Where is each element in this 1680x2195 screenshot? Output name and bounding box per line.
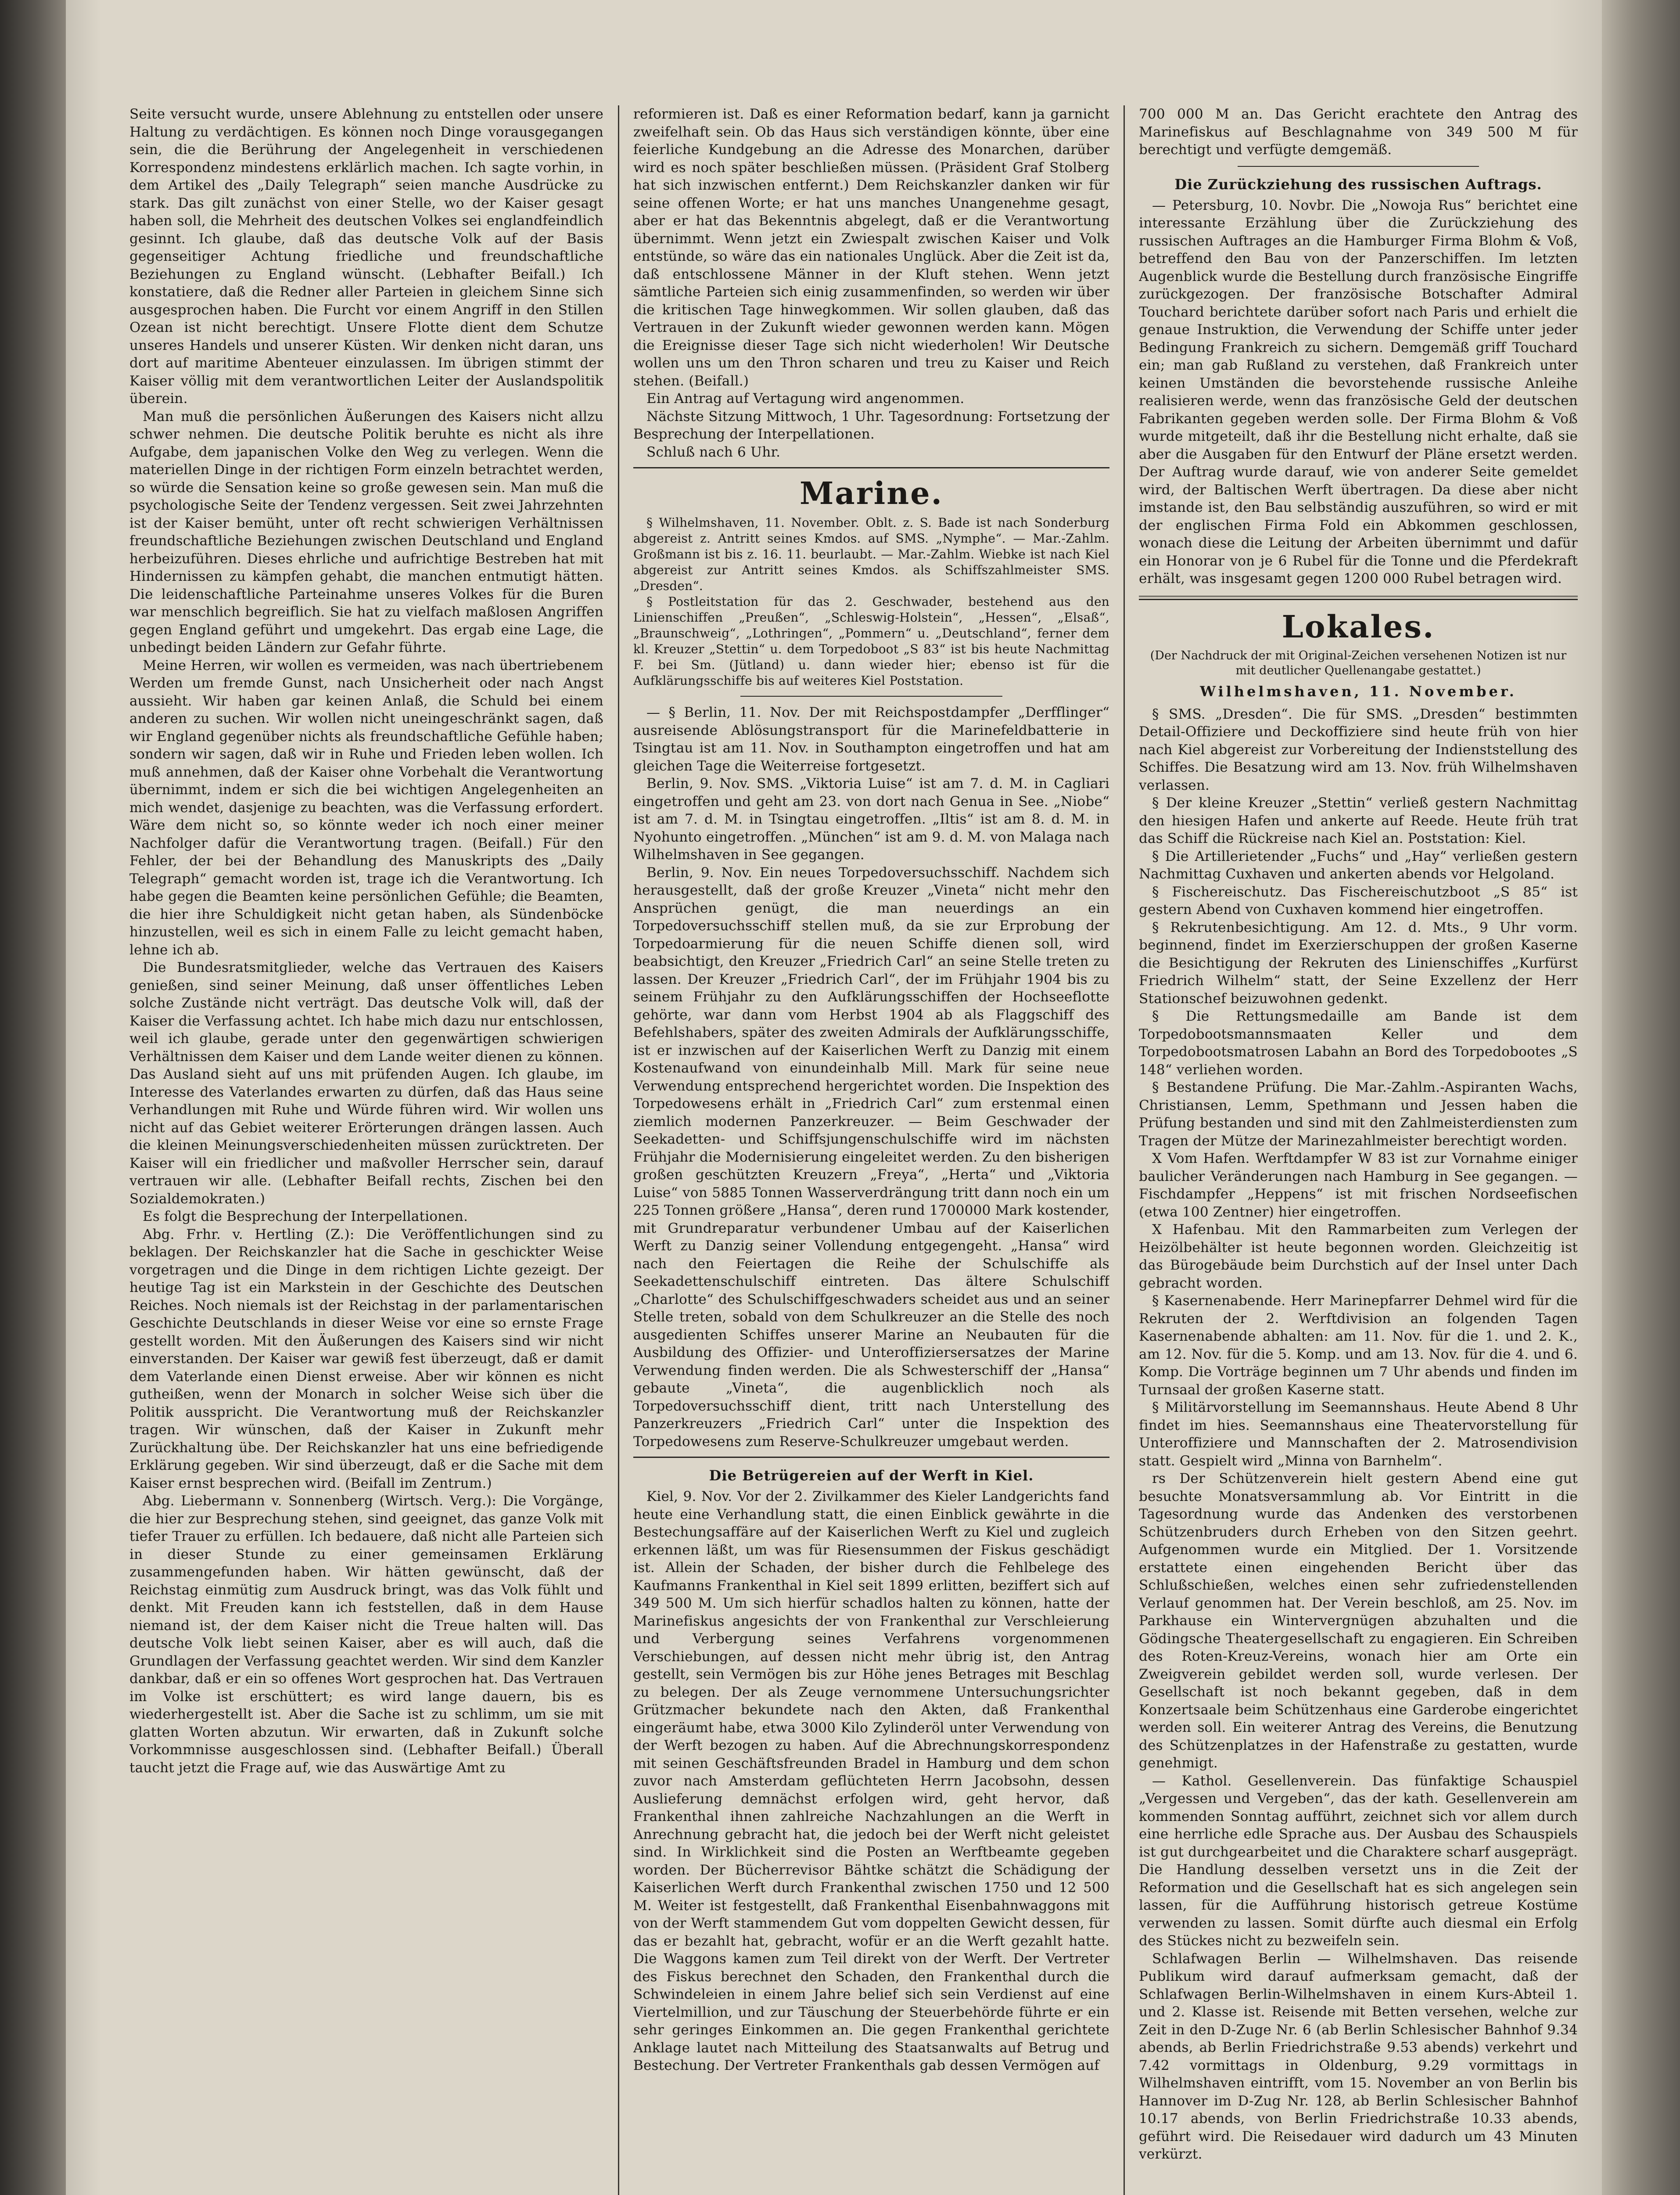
item-divider (740, 696, 1002, 697)
article-headline: Die Betrügereien auf der Werft in Kiel. (709, 1467, 1034, 1484)
news-item: § Bestandene Prüfung. Die Mar.-Zahlm.-Aspiranten Wachs, Christiansen, Lemm, Spethmann und Jessen haben die Prüfung bestanden und sind mit den Zahlmeisterdiensten zum Tragen der Mütze der Marinezahlmeister berechtigt worden. (1139, 1080, 1578, 1149)
article-paragraph: Abg. Frhr. v. Hertling (Z.): Die Veröffentlichungen sind zu beklagen. Der Reichskanzler hat die Sache in geschickter Weise vorgetragen und die Dinge in dem richtigen Lichte gezeigt. Der heutige Tag ist ein Markstein in der Geschichte des Deutschen Reiches. Noch niemals ist der Reichstag in der parlamentarischen Geschichte Deutschlands in dieser Weise vor eine so ernste Frage gestellt worden. Mit den Äußerungen des Kaisers sind wir nicht einverstanden. Der Kaiser war gewiß fest überzeugt, daß er damit dem Vaterlande einen Dienst erweise. Aber wir können es nicht gutheißen, wenn der Monarch in solcher Weise sich über die Politik ausspricht. Die Verantwortung muß der Reichskanzler tragen. Wir wünschen, daß der Kaiser in Zukunft mehr Zurückhaltung übe. Der Reichskanzler hat uns eine befriedigende Erklärung gegeben. Wir sind überzeugt, daß er die Sache mit dem Kaiser ernst besprechen wird. (Beifall im Zentrum.) (129, 1226, 603, 1491)
article-paragraph: — Petersburg, 10. Novbr. Die „Nowoja Rus“ berichtet eine interessante Erzählung über die Zurückziehung des russischen Auftrages an die Hamburger Firma Blohm & Voß, betreffend den Bau von der Panzerschiffen. Im letzten Augenblick wurde die Bestellung durch französische Eingriffe zurückgezogen. Der französische Botschafter Admiral Touchard berichtete darüber sofort nach Paris und erhielt die genaue Instruktion, die Verwendung der Schiffe unter jeder Bedingung Frankreich zu sichern. Demgemäß griff Touchard ein; man gab Rußland zu verstehen, daß Frankreich unter keinen Umständen die bevorstehende russische Anleihe realisieren werde, wenn das französische Geld der deutschen Fabrikanten gegeben werden solle. Der Firma Blohm & Voß wurde mitgeteilt, daß ihr die Bestellung nicht erhalte, daß sie aber die Ausgaben für den Entwurf der Pläne ersetzt werden. Der Auftrag wurde darauf, wie von anderer Seite gemeldet wird, der Baltischen Werft übertragen. Da diese aber nicht imstande ist, den Bau selbständig auszuführen, so wird er mit der englischen Firma Fold ein Abkommen geschlossen, wonach diese die Leitung der Arbeiten übernimmt und dafür ein Honorar von je 6 Rubel für die Tonne und die Pferdekraft erhält, was insgesamt gegen 1200 000 Rubel betragen wird. (1139, 197, 1578, 587)
news-item: § Die Rettungsmedaille am Bande ist dem Torpedobootsmannsmaaten Keller und dem Torpedobootsmatrosen Labahn an Bord des Torpedobootes „S 148“ verliehen worden. (1139, 1008, 1578, 1078)
column-3 (1139, 105, 1578, 2195)
column-rule (618, 105, 619, 2195)
news-item: § Wilhelmshaven, 11. November. Oblt. z. S. Bade ist nach Sonderburg abgereist z. Antritt seines Kmdos. auf SMS. „Nymphe“. — Mar.-Zahlm. Großmann ist bis z. 16. 11. beurlaubt. — Mar.-Zahlm. Wiebke ist nach Kiel abgereist zur Antritt seines Kmdos. als Schiffszahlmeister SMS. „Dresden“. (633, 515, 1109, 593)
article-paragraph: Ein Antrag auf Vertagung wird angenommen. (646, 391, 965, 407)
dateline: Wilhelmshaven, 11. November. (1200, 683, 1517, 700)
column-2 (633, 105, 1109, 2195)
section-divider (633, 467, 1109, 468)
news-item: § Rekrutenbesichtigung. Am 12. d. Mts., 9 Uhr vorm. beginnend, findet im Exerzierschuppen der großen Kaserne die Besichtigung der Rekruten des Linienschiffes „Kurfürst Friedrich Wilhelm“ statt, der Seine Exzellenz der Herr Stationschef beizuwohnen gedenkt. (1139, 919, 1578, 1007)
news-item: rs Der Schützenverein hielt gestern Abend eine gut besuchte Monatsversammlung ab. Vor Eintritt in die Tagesordnung wurde das Andenken des verstorbenen Schützenbruders durch Erheben von den Sitzen geehrt. Aufgenommen wurde ein Mitglied. Der 1. Vorsitzende erstattete einen eingehenden Bericht über das Schlußschießen, welches einen sehr zufriedenstellenden Verlauf genommen hat. Der Verein beschloß, am 25. Nov. im Parkhause ein Wintervergnügen abzuhalten und die Gödingsche Theatergesellschaft zu engagieren. Ein Schreiben des Roten-Kreuz-Vereins, wonach hier am Orte ein Zweigverein gebildet werden soll, wurde verlesen. Der Gesellschaft ist noch bekannt gegeben, daß in dem Konzertsaale beim Schützenhaus eine Garderobe eingerichtet werden soll. Ein weiterer Antrag des Vereins, die Benutzung des Schützenplatzes in der Hafenstraße zu gestatten, wurde genehmigt. (1139, 1471, 1578, 1771)
news-item: — Kathol. Gesellenverein. Das fünfaktige Schauspiel „Vergessen und Vergeben“, das der kath. Gesellenverein am kommenden Sonntag aufführt, zeichnet sich vor allem durch eine herrliche edle Sprache aus. Der Ausbau des Schauspiels ist gut durchgearbeitet und die Charaktere scharf ausgeprägt. Die Handlung desselben versetzt uns in die Zeit der Reformation und die Gesellschaft hat es sich angelegen sein lassen, für die Aufführung historisch getreue Kostüme verwenden zu lassen. Somit dürfte auch diesmal ein Erfolg des Stückes nicht zu bezweifeln sein. (1139, 1773, 1578, 1949)
newspaper-page (66, 0, 1602, 2195)
news-item: § Fischereischutz. Das Fischereischutzboot „S 85“ ist gestern Abend von Cuxhaven kommend hier eingetroffen. (1139, 884, 1578, 918)
article-paragraph: Die Bundesratsmitglieder, welche das Vertrauen des Kaisers genießen, sind seiner Meinung, daß unser öffentliches Leben solche Zustände nicht verträgt. Das deutsche Volk will, daß der Kaiser die Verfassung achtet. Ich habe mich dazu nur entschlossen, weil ich glaube, gerade unter den gegenwärtigen schwierigen Verhältnissen dem Kaiser und dem Lande weiter dienen zu können. Das Ausland sieht auf uns mit prüfenden Augen. Ich glaube, im Interesse des Vaterlandes erwarten zu dürfen, daß das Haus seine Verhandlungen mit Ruhe und Würde führen wird. Wir wollen uns nicht auf das Gebiet weiterer Erörterungen drängen lassen. Auch die kleinen Meinungsverschiedenheiten müssen zurücktreten. Der Kaiser will ein friedlicher und maßvoller Herrscher sein, darauf vertrauen wir alle. (Lebhafter Beifall rechts, Zischen bei den Sozialdemokraten.) (129, 960, 603, 1207)
book-binding-shadow (0, 0, 66, 2195)
news-item: § Postleitstation für das 2. Geschwader, bestehend aus den Linienschiffen „Preußen“, „Schleswig-Holstein“, „Hessen“, „Elsaß“, „Braunschweig“, „Lothringen“, „Pommern“ u. „Deutschland“, ferner dem kl. Kreuzer „Stettin“ u. dem Torpedoboot „S 83“ ist bis heute Nachmittag F. bei Sm. (Jütland) u. dann wieder hier; ebenso ist für die Aufklärungsschiffe bis auf weiteres Kiel Poststation. (633, 594, 1109, 688)
article-paragraph: Seite versucht wurde, unsere Ablehnung zu entstellen oder unsere Haltung zu verdächtigen. Es können noch Dinge vorausgegangen sein, die die Berührung der Angelegenheit in verschiedenen Korrespondenz mindestens erklärlich machen. Ich sagte vorhin, in dem Artikel des „Daily Telegraph“ seien manche Ausdrücke zu stark. Das gilt zunächst von einer Stelle, wo der Kaiser gesagt haben soll, die Mehrheit des deutschen Volkes sei englandfeindlich gesinnt. Ich glaube, daß das deutsche Volk auf der Basis gegenseitiger Achtung friedliche und freundschaftliche Beziehungen zu England wünscht. (Lebhafter Beifall.) Ich konstatiere, daß die Redner aller Parteien in gleichem Sinne sich ausgesprochen haben. Die Furcht vor einem Angriff in den Stillen Ozean ist nicht berechtigt. Unsere Flotte dient dem Schutze unseres Handels und unserer Küsten. Wir denken nicht daran, uns dort auf maritime Abenteuer einzulassen. Im übrigen stimmt der Kaiser völlig mit dem verantwortlichen Leiter der Auslandspolitik überein. (129, 106, 603, 407)
news-item: — § Berlin, 11. Nov. Der mit Reichspostdampfer „Derfflinger“ ausreisende Ablösungstransport für die Marinefeldbatterie in Tsingtau ist am 11. Nov. in Southampton eingetroffen und hat am gleichen Tage die Weiterreise fortgesetzt. (633, 705, 1109, 774)
article-paragraph: reformieren ist. Daß es einer Reformation bedarf, kann ja garnicht zweifelhaft sein. Ob das Haus sich verständigen könnte, über eine feierliche Kundgebung an die Adresse des Monarchen, darüber wird es noch später beschließen müssen. (Präsident Graf Stolberg hat sich inzwischen entfernt.) Dem Reichskanzler danken wir für seine offenen Worte; er hat uns manches Unangenehme gesagt, aber er hat das Bekenntnis abgelegt, daß er die Verantwortung übernimmt. Wenn jetzt ein Zwiespalt zwischen Kaiser und Volk entstünde, so wäre das ein nationales Unglück. Aber die Zeit ist da, daß entschlossene Männer in der Kluft stehen. Wenn jetzt sämtliche Parteien sich einig zusammenfinden, so werden wir über die kritischen Tage hinwegkommen. Wir sollen glauben, daß das Vertrauen in der Zukunft wieder gewonnen werden kann. Mögen die Ereignisse dieser Tage sich nicht wiederholen! Wir Deutsche wollen uns um den Thron scharen und treu zu Kaiser und Reich stehen. (Beifall.) (633, 106, 1109, 389)
news-item: § Die Artillerietender „Fuchs“ und „Hay“ verließen gestern Nachmittag Cuxhaven und ankerten abends vor Helgoland. (1139, 848, 1578, 882)
item-divider (1238, 166, 1479, 167)
news-item: § SMS. „Dresden“. Die für SMS. „Dresden“ bestimmten Detail-Offiziere und Deckoffiziere sind heute früh von hier nach Kiel abgereist zur Vorbereitung der Indienststellung des Schiffes. Die Besatzung wird am 13. Nov. früh Wilhelmshaven verlassen. (1139, 706, 1578, 793)
news-item: X Hafenbau. Mit den Rammarbeiten zum Verlegen der Heizölbehälter ist heute begonnen worden. Gleichzeitig ist das Bürogebäude beim Durchstich auf der Insel unter Dach gebracht worden. (1139, 1222, 1578, 1291)
news-item: § Kasernenabende. Herr Marinepfarrer Dehmel wird für die Rekruten der 2. Werftdivision an folgenden Tagen Kasernenabende abhalten: am 11. Nov. für die 1. und 2. K., am 12. Nov. für die 5. Komp. und am 13. Nov. für die 4. und 6. Komp. Die Vorträge beginnen um 7 Uhr abends und finden im Turnsaal der großen Kaserne statt. (1139, 1293, 1578, 1398)
article-paragraph: Kiel, 9. Nov. Vor der 2. Zivilkammer des Kieler Landgerichts fand heute eine Verhandlung statt, die einen Einblick gewährte in die Bestechungsaffäre auf der Kaiserlichen Werft zu Kiel und zugleich erkennen läßt, um was für Riesensummen der Fiskus geschädigt ist. Allein der Schaden, der bisher durch die Fehlbelege des Kaufmanns Frankenthal in Kiel seit 1899 erlitten, beziffert sich auf 349 500 M. Um sich hierfür schadlos halten zu können, hatte der Marinefiskus angesichts der von Frankenthal zur Verschleierung und Verbergung seines Verfahrens vorgenommenen Verschiebungen, auf dessen nicht mehr übrig ist, den Antrag gestellt, sein Vermögen bis zur Höhe jenes Betrages mit Beschlag zu belegen. Der als Zeuge vernommene Untersuchungsrichter Grützmacher bekundete nach den Akten, daß Frankenthal eingeräumt habe, etwa 3000 Kilo Zylinderöl unter Verwendung von der Werft bezogen zu haben. Auf die Abrechnungskorrespondenz mit seinen Geschäftsfreunden Bradel in Hamburg und dem schon zuvor nach Amsterdam geflüchteten Herrn Jacobsohn, dessen Auslieferung demnächst erfolgen wird, geht hervor, daß Frankenthal ihnen zahlreiche Nachzahlungen an die Werft in Anrechnung gebracht hat, die jedoch bei der Werft nicht geleistet sind. In Wirklichkeit sind die Posten an Werftbeamte gegeben worden. Der Bücherrevisor Bähtke schätzt die Schädigung der Kaiserlichen Werft durch Frankenthal zwischen 1750 und 12 500 M. Weiter ist festgestellt, daß Frankenthal Eisenbahnwaggons mit von der Werft stammendem Gut vom doppelten Gewicht dessen, für das er bezahlt hat, gebracht, wofür er an die Werft gezahlt hatte. Die Waggons kamen zum Teil direkt von der Werft. Der Vertreter des Fiskus berechnet den Schaden, den Frankenthal durch die Schwindeleien in einem Jahre belief sich sein Verdienst auf eine Viertelmillion, und zur Täuschung der Steuerbehörde führte er ein sehr geringes Einkommen an. Die gegen Frankenthal gerichtete Anklage lautet nach Mitteilung des Staatsanwalts auf Betrug und Bestechung. Der Vertreter Frankenthals gab dessen Vermögen auf (633, 1489, 1109, 2073)
column-rule (1124, 105, 1125, 2195)
news-item: Berlin, 9. Nov. Ein neues Torpedoversuchsschiff. Nachdem sich herausgestellt, daß der große Kreuzer „Vineta“ nicht mehr den Ansprüchen genügt, die man neuerdings an ein Torpedoversuchsschiff stellen muß, da sie zur Erprobung der Torpedoarmierung für die neuen Schiffe dienen soll, wird beabsichtigt, den Kreuzer „Friedrich Carl“ an seine Stelle treten zu lassen. Der Kreuzer „Friedrich Carl“, der im Frühjahr 1904 bis zu seinem Frühjahr zu den Aufklärungsschiffen der Hochseeflotte gehörte, war dann vom Herbst 1904 ab als Flaggschiff des Befehlshabers, später des zweiten Admirals der Aufklärungsschiffe, ist er inzwischen auf der Kaiserlichen Werft zu Danzig mit einem Kostenaufwand von einundeinhalb Mill. Mark für seine neue Verwendung entsprechend hergerichtet worden. Die Inspektion des Torpedowesens erhält in „Friedrich Carl“ zum erstenmal einen ziemlich modernen Panzerkreuzer. — Beim Geschwader der Seekadetten- und Schiffsjungenschulschiffe wird im nächsten Frühjahr die Modernisierung eingeleitet werden. Zu den bisherigen großen geschützten Kreuzern „Freya“, „Herta“ und „Viktoria Luise“ von 5885 Tonnen Wasserverdrängung tritt dann noch ein um 225 Tonnen größere „Hansa“, deren rund 1700000 Mark kostender, mit Grundreparatur verbundener Umbau auf der Kaiserlichen Werft zu Danzig seiner Vollendung entgegengeht. „Hansa“ wird nach den Feiertagen die Reihe der Schulschiffe als Seekadettenschulschiff eintreten. Das ältere Schulschiff „Charlotte“ des Schulschiffgeschwaders scheidet aus und an seiner Stelle treten, sobald von dem Schulkreuzer an die Stelle des noch ausgedienten Schiffes unserer Marine an Neubauten für die Ausbildung des Offizier- und Unteroffiziersersatzes der Marine Verwendung finden werden. Die als Schwesterschiff der „Hansa“ gebaute „Vineta“, die augenblicklich noch als Torpedoversuchsschiff dient, tritt nach Unterstellung des Panzerkreuzers „Friedrich Carl“ unter die Inspektion des Torpedowesens zum Reserve-Schulkreuzer umgebaut werden. (633, 864, 1109, 1450)
article-headline: Die Zurückziehung des russischen Auftrags. (1174, 176, 1542, 193)
article-paragraph: Abg. Liebermann v. Sonnenberg (Wirtsch. Verg.): Die Vorgänge, die hier zur Besprechung stehen, sind geeignet, das ganze Volk mit tiefer Trauer zu erfüllen. Ich bedauere, daß nicht alle Parteien sich in dieser Stunde zu einer gemeinsamen Erklärung zusammengefunden haben. Wir hätten gewünscht, daß der Reichstag einmütig zum Ausdruck bringt, was das Volk fühlt und denkt. Mit Freuden kann ich feststellen, daß in dem Hause niemand ist, der dem Kaiser nicht die Treue halten will. Das deutsche Volk liebt seinen Kaiser, aber es will auch, daß die Grundlagen der Verfassung geachtet werden. Wir sind dem Kanzler dankbar, daß er ein so offenes Wort gesprochen hat. Das Vertrauen im Volke ist erschüttert; es wird lange dauern, bis es wiederhergestellt ist. Aber die Sache ist zu schlimm, um sie mit glatten Worten abzutun. Wir erwarten, daß in Zukunft solche Vorkommnisse ausgeschlossen sind. (Lebhafter Beifall.) Überall taucht jetzt die Frage auf, wie das Auswärtige Amt zu (129, 1493, 603, 1776)
marine-personnel-notes (633, 515, 1109, 689)
article-paragraph: Nächste Sitzung Mittwoch, 1 Uhr. Tagesordnung: Fortsetzung der Besprechung der Interpellationen. (633, 408, 1109, 442)
column-1 (129, 105, 603, 2195)
section-divider (1139, 596, 1578, 600)
article-paragraph: Es folgt die Besprechung der Interpellationen. (143, 1209, 468, 1224)
section-title-lokales: Lokales. (1282, 608, 1435, 645)
news-item: § Militärvorstellung im Seemannshaus. Heute Abend 8 Uhr findet im hies. Seemannshaus eine Theatervorstellung für Unteroffiziere und Mannschaften der 2. Matrosendivision statt. Gespielt wird „Minna von Barnhelm“. (1139, 1400, 1578, 1469)
article-paragraph: Schluß nach 6 Uhr. (646, 444, 781, 460)
news-item: Schlafwagen Berlin — Wilhelmshaven. Das reisende Publikum wird darauf aufmerksam gemacht, daß der Schlafwagen Berlin-Wilhelmshaven in einem Kurs-Abteil 1. und 2. Klasse ist. Reisende mit Betten versehen, welche zur Zeit in den D-Zuge Nr. 6 (ab Berlin Schlesischer Bahnhof 9.34 abends, ab Berlin Friedrichstraße 9.53 abends) verkehrt und 7.42 vormittags in Oldenburg, 9.29 vormittags in Wilhelmshaven eintrifft, vom 15. November an von Berlin bis Hannover im D-Zug Nr. 128, ab Berlin Schlesischer Bahnhof 10.17 abends, von Berlin Friedrichstraße 10.33 abends, geführt wird. Die Reisedauer wird dadurch um 43 Minuten verkürzt. (1139, 1950, 1578, 2162)
article-paragraph: 700 000 M an. Das Gericht erachtete den Antrag des Marinefiskus auf Beschlagnahme von 349 500 M für berechtigt und verfügte demgemäß. (1139, 106, 1578, 158)
page-edge-shadow (1602, 0, 1680, 2195)
news-item: X Vom Hafen. Werftdampfer W 83 ist zur Vornahme einiger baulicher Veränderungen nach Hamburg in See gegangen. — Fischdampfer „Heppens“ ist mit frischen Nordseefischen (etwa 100 Zentner) hier eingetroffen. (1139, 1151, 1578, 1220)
section-title-marine: Marine. (799, 475, 944, 511)
news-item: Berlin, 9. Nov. SMS. „Viktoria Luise“ ist am 7. d. M. in Cagliari eingetroffen und geht am 23. von dort nach Genua in See. „Niobe“ ist am 7. d. M. in Tsingtau eingetroffen. „Iltis“ ist am 8. d. M. in Nyohunto eingetroffen. „München“ ist am 9. d. M. von Malaga nach Wilhelmshaven in See gegangen. (633, 776, 1109, 863)
section-divider (633, 1457, 1109, 1458)
article-paragraph: Meine Herren, wir wollen es vermeiden, was nach übertriebenem Werden um fremde Gunst, nach Unsicherheit oder nach Angst aussieht. Wir haben gar keinen Anlaß, die Schuld bei einem anderen zu suchen. Wir wollen nicht uneingeschränkt sagen, daß wir England gegenüber nichts als freundschaftliche Gefühle haben; sondern wir sagen, daß wir in Ruhe und Frieden leben wollen. Ich muß annehmen, daß der Kaiser ohne Vorbehalt die Verantwortung übernimmt, indem er sich die bei wichtigen Angelegenheiten an mich wendet, dasjenige zu beachten, was die Verfassung erfordert. Wäre dem nicht so, so könnte weder ich noch einer meiner Nachfolger dafür die Verantwortung tragen. (Beifall.) Für den Fehler, der bei der Behandlung des Manuskripts des „Daily Telegraph“ gemacht worden ist, trage ich die Verantwortung. Ich habe gegen die Beamten keine persönlichen Gefühle; die Beamten, die hier ihre Schuldigkeit nicht getan haben, als Sündenböcke hinzustellen, weil es sich in einem Falle zu leicht gemacht haben, lehne ich ab. (129, 657, 603, 958)
reprint-notice: (Der Nachdruck der mit Original-Zeichen versehenen Notizen ist nur mit deutlicher Quellenangabe gestattet.) (1150, 648, 1567, 677)
news-item: § Der kleine Kreuzer „Stettin“ verließ gestern Nachmittag den hiesigen Hafen und ankerte auf Reede. Heute früh trat das Schiff die Rückreise nach Kiel an. Poststation: Kiel. (1139, 795, 1578, 846)
article-paragraph: Man muß die persönlichen Äußerungen des Kaisers nicht allzu schwer nehmen. Die deutsche Politik beruhte es nicht als ihre Aufgabe, dem japanischen Volke den Weg zu verlegen. Wenn die materiellen Dinge in der richtigen Form einzeln betrachtet werden, so würde die Sensation keine so große gewesen sein. Man muß die psychologische Seite der Tendenz vergessen. Seit zwei Jahrzehnten ist der Kaiser bemüht, unter oft recht schwierigen Verhältnissen freundschaftliche Beziehungen zwischen Deutschland und England herbeizuführen. Dieses ehrliche und aufrichtige Bestreben hat mit Hindernissen zu kämpfen gehabt, die manchen entmutigt hätten. Die leidenschaftliche Parteinahme unseres Volkes für die Buren war menschlich begreiflich. Sie hat zu vielfach maßlosen Angriffen gegen England geführt und umgekehrt. Das ergab eine Lage, die unbedingt beiden Ländern zur Gefahr führte. (129, 408, 603, 655)
